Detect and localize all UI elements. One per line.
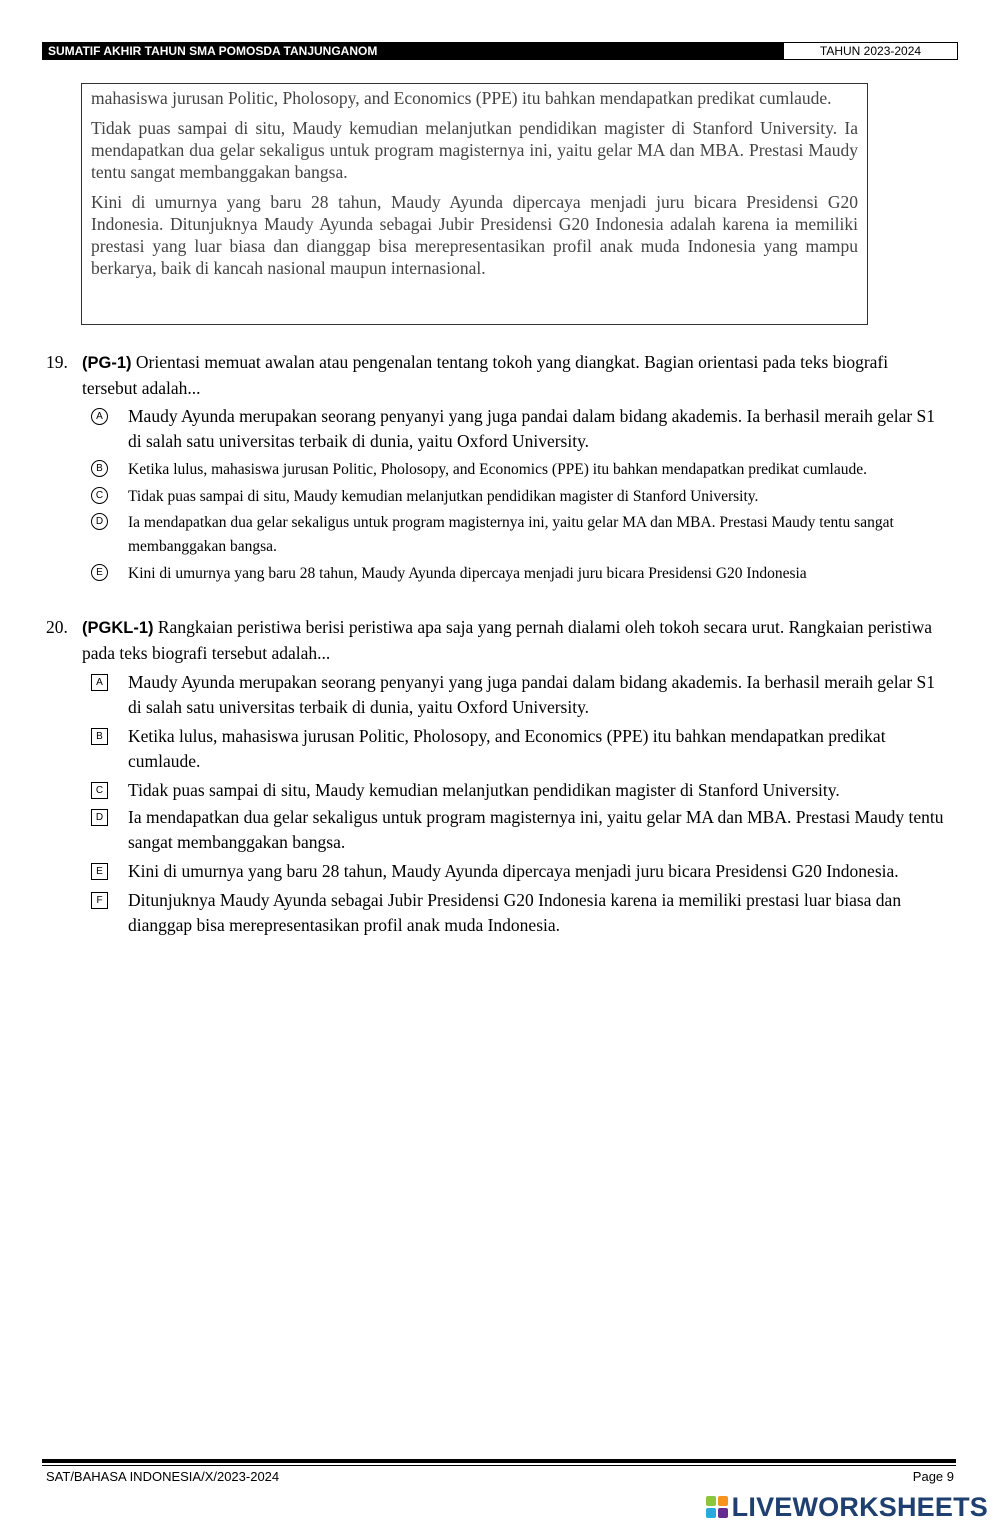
option-f[interactable] xyxy=(91,888,946,938)
option-text: Ketika lulus, mahasiswa jurusan Politic, Pholosopy, and Economics (PPE) itu bahkan mendapatkan predikat cumlaude. xyxy=(128,461,867,478)
checkbox-a[interactable]: A xyxy=(91,674,108,691)
question-number: 19. xyxy=(46,352,68,372)
option-text: Maudy Ayunda merupakan seorang penyanyi yang juga pandai dalam bidang akademis. Ia berhasil meraih gelar S1 di salah satu universitas terbaik di dunia, yaitu Oxford University. xyxy=(128,672,936,717)
option-e[interactable] xyxy=(91,859,946,884)
question-number: 20. xyxy=(46,617,68,637)
option-e[interactable] xyxy=(91,562,946,586)
logo-tile xyxy=(718,1496,728,1506)
option-text: Tidak puas sampai di situ, Maudy kemudian melanjutkan pendidikan magister di Stanford University. xyxy=(128,488,759,505)
header-school-title: SUMATIF AKHIR TAHUN SMA POMOSDA TANJUNGANOM xyxy=(42,42,783,60)
logo-tile xyxy=(706,1508,716,1518)
logo-tile xyxy=(706,1496,716,1506)
radio-circle-b[interactable]: B xyxy=(91,460,108,477)
option-text: Ketika lulus, mahasiswa jurusan Politic, Pholosopy, and Economics (PPE) itu bahkan mendapatkan predikat cumlaude. xyxy=(128,726,886,771)
option-d[interactable] xyxy=(91,805,946,855)
question-code: (PGKL-1) xyxy=(82,619,154,637)
footer-page-number: Page 9 xyxy=(912,1469,954,1484)
radio-circle-c[interactable]: C xyxy=(91,487,108,504)
footer-divider-thin xyxy=(42,1465,956,1466)
question-text: Rangkaian peristiwa berisi peristiwa apa saja yang pernah dialami oleh tokoh secara urut. Rangkaian peristiwa pada teks biografi tersebut adalah... xyxy=(82,617,932,663)
question-20 xyxy=(46,615,946,938)
footer-course-code: SAT/BAHASA INDONESIA/X/2023-2024 xyxy=(46,1469,280,1484)
reading-passage-box xyxy=(81,83,868,325)
checkbox-b[interactable]: B xyxy=(91,728,108,745)
option-d[interactable] xyxy=(91,511,946,559)
liveworksheets-brand xyxy=(706,1490,988,1524)
checkbox-d[interactable]: D xyxy=(91,809,108,826)
question-code: (PG-1) xyxy=(82,354,132,372)
question-stem xyxy=(82,350,946,401)
checkbox-c[interactable]: C xyxy=(91,782,108,799)
radio-circle-e[interactable]: E xyxy=(91,564,108,581)
liveworksheets-logo-icon xyxy=(706,1496,728,1518)
option-b[interactable] xyxy=(91,724,946,774)
checkbox-e[interactable]: E xyxy=(91,863,108,880)
brand-wordmark: LIVEWORKSHEETS xyxy=(731,1491,988,1522)
option-b[interactable] xyxy=(91,458,946,482)
option-text: Maudy Ayunda merupakan seorang penyanyi yang juga pandai dalam bidang akademis. Ia berhasil meraih gelar S1 di salah satu universitas terbaik di dunia, yaitu Oxford University. xyxy=(128,406,936,451)
option-text: Ia mendapatkan dua gelar sekaligus untuk program magisternya ini, yaitu gelar MA dan MBA. Prestasi Maudy tentu sangat membanggakan bangsa. xyxy=(128,807,944,852)
checkbox-f[interactable]: F xyxy=(91,892,108,909)
page-header xyxy=(42,42,958,60)
passage-paragraph: Tidak puas sampai di situ, Maudy kemudian melanjutkan pendidikan magister di Stanford University. Ia mendapatkan dua gelar sekaligus untuk program magisternya ini, yaitu gelar MA dan MBA. Prestasi Maudy tentu sangat membanggakan bangsa. xyxy=(91,118,858,182)
question-stem xyxy=(82,615,946,666)
option-text: Ditunjuknya Maudy Ayunda sebagai Jubir Presidensi G20 Indonesia karena ia memiliki prestasi luar biasa dan dianggap bisa merepresentasikan profil anak muda Indonesia. xyxy=(128,890,902,935)
option-text: Kini di umurnya yang baru 28 tahun, Maudy Ayunda dipercaya menjadi juru bicara Presidensi G20 Indonesia xyxy=(128,565,807,582)
question-text: Orientasi memuat awalan atau pengenalan tentang tokoh yang diangkat. Bagian orientasi pada teks biografi tersebut adalah... xyxy=(82,352,889,398)
option-c[interactable] xyxy=(91,778,946,803)
radio-circle-d[interactable]: D xyxy=(91,513,108,530)
logo-tile xyxy=(718,1508,728,1518)
option-text: Kini di umurnya yang baru 28 tahun, Maudy Ayunda dipercaya menjadi juru bicara Presidensi G20 Indonesia. xyxy=(128,861,899,881)
question-19 xyxy=(46,350,946,586)
header-year: TAHUN 2023-2024 xyxy=(783,42,958,60)
option-c[interactable] xyxy=(91,485,946,509)
option-text: Tidak puas sampai di situ, Maudy kemudian melanjutkan pendidikan magister di Stanford University. xyxy=(128,780,840,800)
passage-paragraph: Kini di umurnya yang baru 28 tahun, Maudy Ayunda dipercaya menjadi juru bicara Presidensi G20 Indonesia. Ditunjuknya Maudy Ayunda sebagai Jubir Presidensi G20 Indonesia adalah karena ia memiliki prestasi yang luar biasa dan dianggap bisa merepresentasikan profil anak muda Indonesia yang mampu berkarya, baik di kancah nasional maupun internasional. xyxy=(91,192,858,278)
option-a[interactable] xyxy=(91,670,946,720)
option-a[interactable] xyxy=(91,404,946,454)
option-text: Ia mendapatkan dua gelar sekaligus untuk program magisternya ini, yaitu gelar MA dan MBA. Prestasi Maudy tentu sangat membanggakan bangsa. xyxy=(128,514,894,555)
passage-paragraph: mahasiswa jurusan Politic, Pholosopy, and Economics (PPE) itu bahkan mendapatkan predikat cumlaude. xyxy=(91,88,832,108)
footer-divider-thick xyxy=(42,1459,956,1463)
radio-circle-a[interactable]: A xyxy=(91,408,108,425)
